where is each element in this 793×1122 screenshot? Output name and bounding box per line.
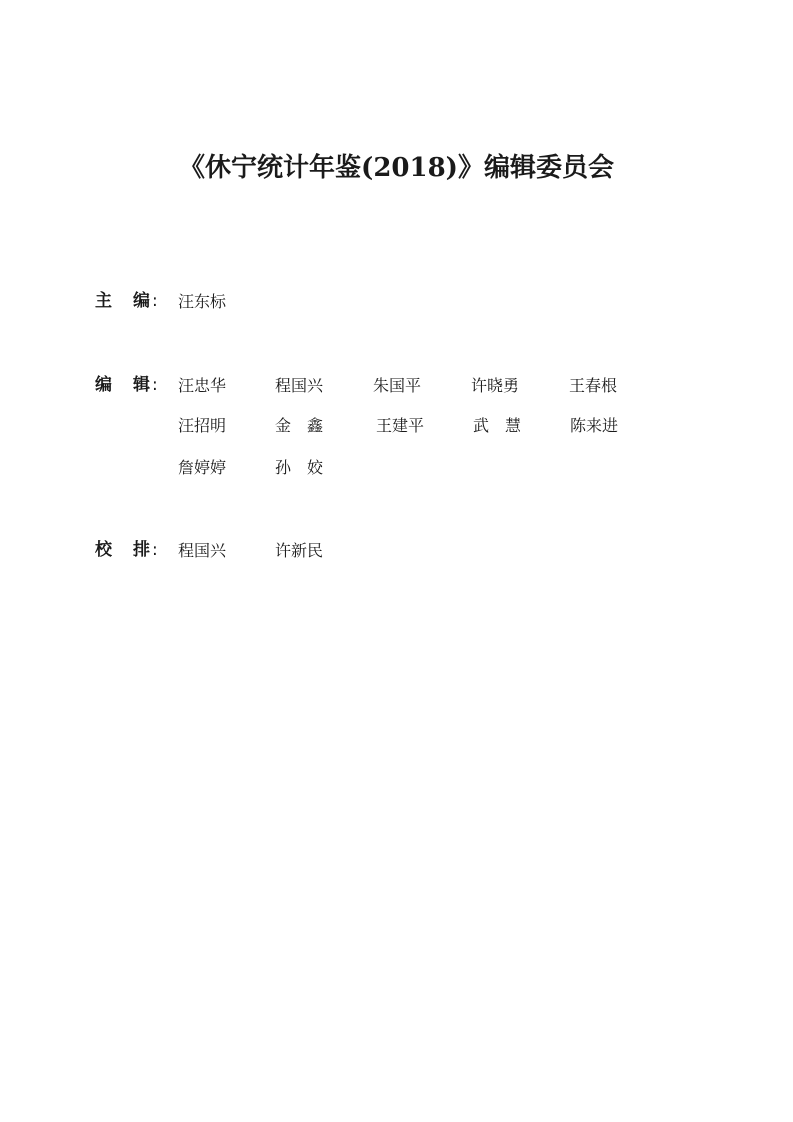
- editors-colon: :: [152, 375, 158, 395]
- chief-editor-colon: :: [152, 291, 158, 311]
- editor-name: 许晓勇: [471, 376, 520, 395]
- editor-name: 詹婷婷: [178, 458, 227, 477]
- editors-label-char2: 辑: [133, 375, 150, 395]
- editor-name: 武 慧: [473, 416, 522, 435]
- editor-name: 汪招明: [178, 416, 227, 435]
- proofreading-colon: :: [152, 540, 158, 560]
- editor-name: 陈来进: [570, 416, 619, 435]
- proofreading-label-char2: 排: [133, 540, 150, 560]
- chief-editor-label-char2: 编: [133, 291, 150, 311]
- proofreader-name: 许新民: [275, 541, 324, 560]
- editor-name: 汪忠华: [178, 376, 227, 395]
- editors-label-char1: 编: [95, 375, 112, 395]
- editors-label: [95, 374, 158, 396]
- proofreader-name: 程国兴: [178, 541, 227, 560]
- proofreading-label: [95, 539, 158, 561]
- chief-editor-label-char1: 主: [95, 291, 112, 311]
- document-title: 《休宁统计年鉴(2018)》编辑委员会: [179, 153, 614, 183]
- editor-name: 朱国平: [373, 376, 422, 395]
- chief-editor-name: 汪东标: [178, 292, 227, 311]
- editor-name: 王春根: [569, 376, 618, 395]
- chief-editor-label: [95, 290, 158, 312]
- editor-name: 金 鑫: [275, 416, 324, 435]
- editor-name: 王建平: [376, 416, 425, 435]
- editor-name: 程国兴: [275, 376, 324, 395]
- proofreading-label-char1: 校: [95, 540, 112, 560]
- editor-name: 孙 姣: [275, 458, 324, 477]
